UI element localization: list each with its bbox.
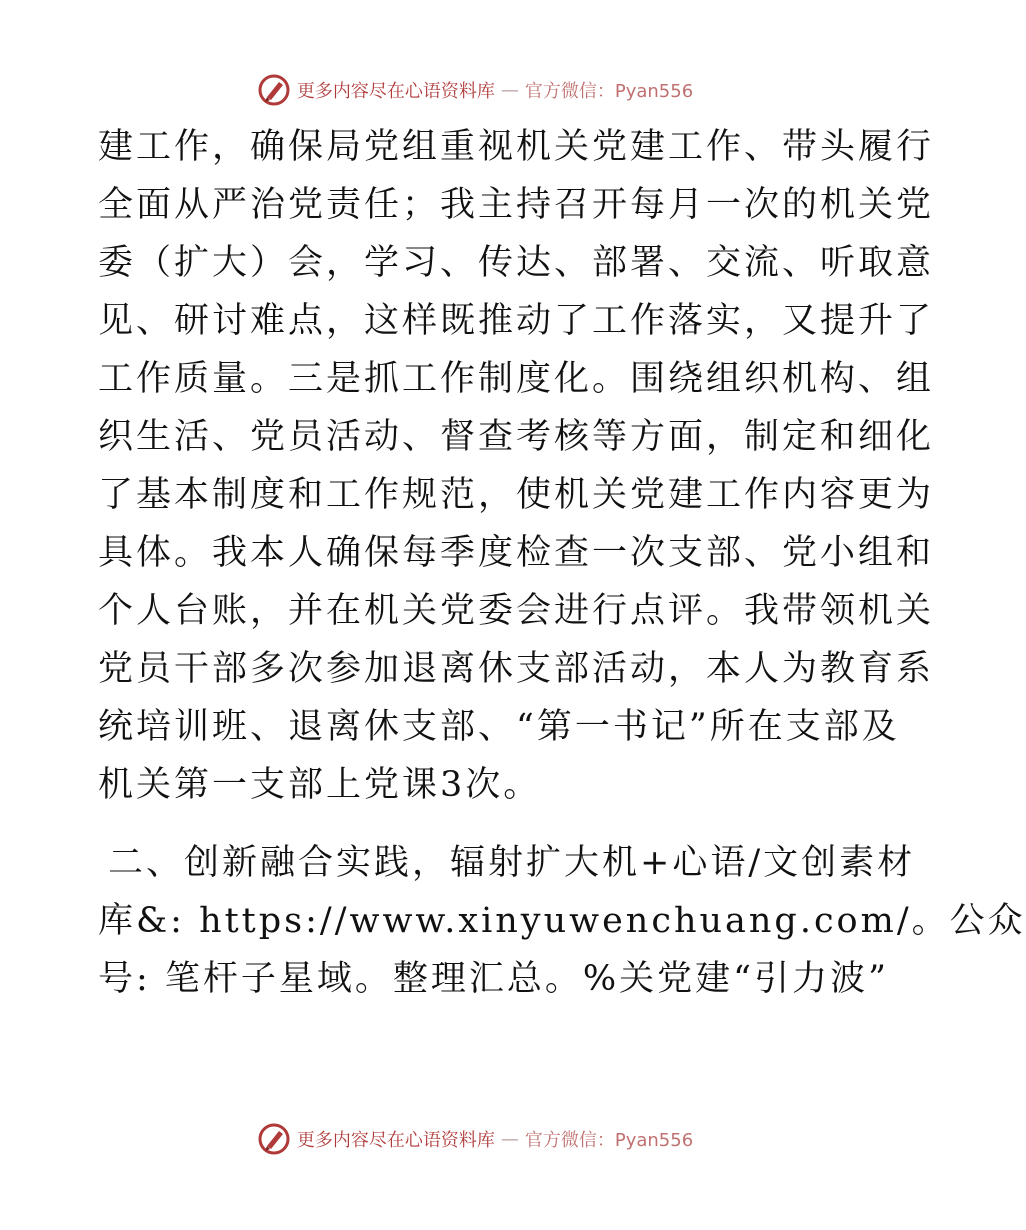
text-line: 统培训班、退离休支部、“第一书记”所在支部及 (98, 707, 900, 747)
text-line: 二、创新融合实践，辐射扩大机+心语/文创素材 (108, 843, 916, 883)
text-line: 委（扩大）会，学习、传达、部署、交流、听取意 (98, 243, 935, 283)
text-line: 具体。我本人确保每季度检查一次支部、党小组和 (98, 533, 935, 573)
text-line: 了基本制度和工作规范，使机关党建工作内容更为 (98, 475, 935, 515)
banner-separator: — (500, 79, 519, 101)
banner-separator: — (500, 1128, 519, 1150)
document-body (98, 118, 1026, 1008)
text-line: 工作质量。三是抓工作制度化。围绕组织机构、组 (98, 359, 935, 399)
pen-logo-icon (257, 1122, 291, 1156)
banner-text: 更多内容尽在心语资料库 (296, 1130, 495, 1151)
text-line: 见、研讨难点，这样既推动了工作落实，又提升了 (98, 301, 935, 341)
text-line: 个人台账，并在机关党委会进行点评。我带领机关 (98, 591, 935, 631)
text-line: 库&: https://www.xinyuwenchuang.com/。公众 (98, 901, 1026, 941)
text-line: 建工作，确保局党组重视机关党建工作、带头履行 (98, 127, 935, 167)
paragraph-gap (98, 814, 858, 834)
header-banner (0, 70, 950, 110)
text-line: 党员干部多次参加退离休支部活动，本人为教育系 (98, 649, 935, 689)
banner-text: 更多内容尽在心语资料库 (296, 81, 495, 102)
banner-wechat: 官方微信：Pyan556 (524, 81, 694, 102)
text-line: 号: 笔杆子星域。整理汇总。%关党建“引力波” (98, 959, 889, 999)
paragraph-1 (98, 118, 935, 814)
banner-wechat: 官方微信：Pyan556 (524, 1130, 694, 1151)
paragraph-2 (98, 834, 1026, 1008)
text-line: 机关第一支部上党课3次。 (98, 765, 542, 805)
text-line: 织生活、党员活动、督查考核等方面，制定和细化 (98, 417, 935, 457)
pen-logo-icon (257, 73, 291, 107)
text-line: 全面从严治党责任；我主持召开每月一次的机关党 (98, 185, 935, 225)
footer-banner (0, 1119, 950, 1159)
